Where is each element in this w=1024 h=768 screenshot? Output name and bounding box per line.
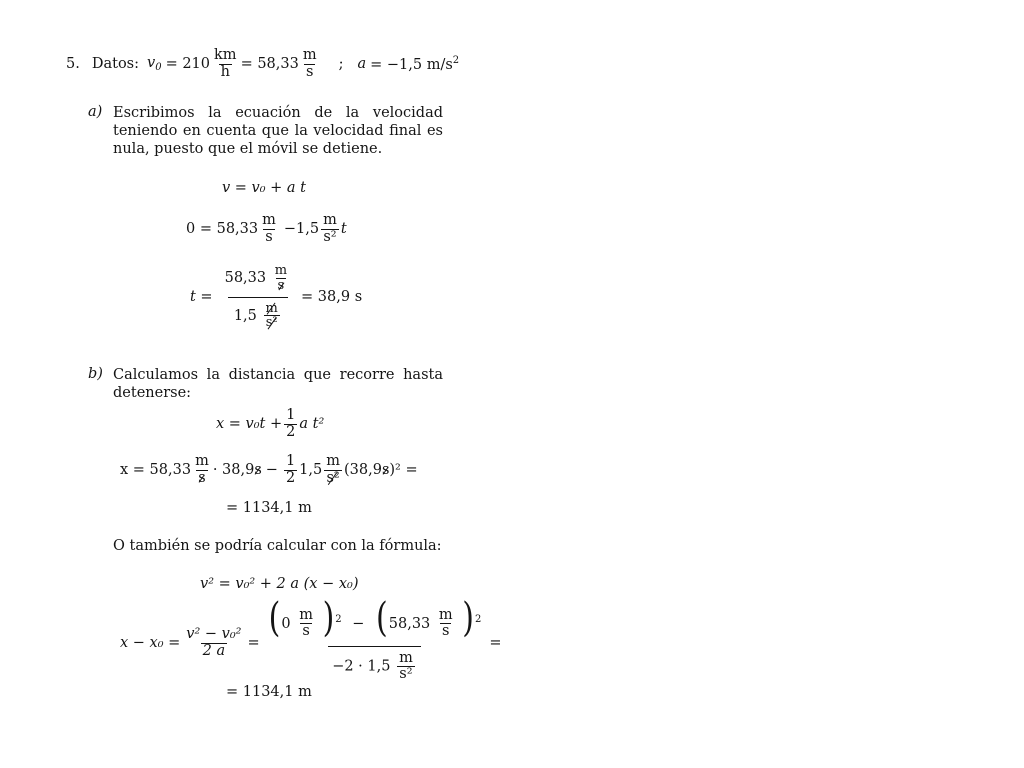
km-per-h-fraction: $\frac{km}{h}$ bbox=[214, 47, 237, 80]
distance-result: = 1134,1 m bbox=[226, 500, 312, 516]
part-b-text: Calculamos la distancia que recorre hasta detenerse: bbox=[113, 367, 443, 401]
v0-value: = 210 bbox=[165, 56, 211, 72]
alternative-text: O también se podría calcular con la fórmula: bbox=[113, 538, 442, 554]
part-b-label: b) bbox=[88, 366, 103, 382]
velocity-equation: v = v₀ + a t bbox=[222, 180, 307, 196]
torricelli-substitution: x − x₀ = $\frac{\text{v² − v₀²}}{2 a}$ = (0 $\frac{m}{s}$ )$^2$ − (58,33 $\frac{m}{s}$ )$^2$ −2 · 1,5 $\frac{m}{\text{s²}}$ = bbox=[120, 594, 502, 682]
part-a-label: a) bbox=[88, 104, 103, 120]
m-per-s-fraction: $\frac{m}{s}$ bbox=[302, 47, 317, 80]
datos-label: Datos: bbox=[91, 56, 139, 72]
torricelli-result: = 1134,1 m bbox=[226, 684, 312, 700]
a-symbol: a bbox=[357, 56, 367, 72]
time-solution: t = 58,33 $\frac{m}{s}$ 1,5 $\frac{m}{\text{s²}}$ = 38,9 s bbox=[190, 263, 363, 331]
distance-substitution: x = 58,33 $\frac{m}{s}$ · 38,9 s − $\frac{1}{2}$ 1,5 $\frac{m}{\text{s²}}$ (38,9 s )² = bbox=[120, 453, 418, 486]
v0-symbol: $v_0$ bbox=[147, 55, 162, 73]
velocity-substitution: 0 = 58,33 $\frac{m}{s}$ −1,5 $\frac{m}{\text{s²}}$ t bbox=[186, 212, 347, 245]
separator: ; bbox=[338, 56, 344, 72]
a-value: = −1,5 $m/s^2$ bbox=[370, 55, 460, 73]
v0-converted: = 58,33 bbox=[240, 56, 299, 72]
problem-number: 5. bbox=[66, 56, 80, 72]
torricelli-equation: v² = v₀² + 2 a (x − x₀) bbox=[200, 576, 359, 592]
problem-header bbox=[66, 46, 459, 82]
distance-equation: x = v₀t + $\frac{1}{2}$ a t² bbox=[216, 407, 325, 440]
part-a-text: Escribimos la ecuación de la velocidad teniendo en cuenta que la velocidad final es nula, puesto que el móvil se detiene. bbox=[113, 105, 443, 157]
